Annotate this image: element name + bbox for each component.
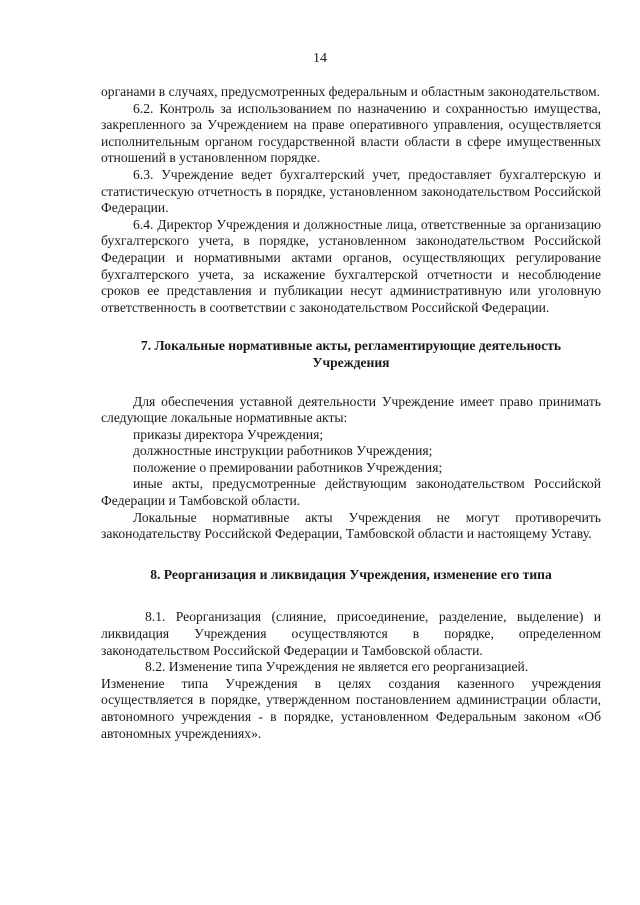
section-7-heading bbox=[101, 338, 601, 371]
paragraph-8-2: 8.2. Изменение типа Учреждения не является его реорганизацией. bbox=[145, 659, 529, 675]
paragraph-8-1: 8.1. Реорганизация (слияние, присоединение, разделение, выделение) и ликвидация Учреждения осуществляются в порядке, определенном законодательством Российской Федерации и Тамбовской области. bbox=[101, 609, 601, 658]
paragraph-6-3: 6.3. Учреждение ведет бухгалтерский учет, предоставляет бухгалтерскую и статистическую отчетность в порядке, установленном законодательством Российской Федерации. bbox=[101, 166, 601, 216]
list-item: приказы директора Учреждения; bbox=[133, 426, 324, 442]
paragraph-6-2: 6.2. Контроль за использованием по назначению и сохранностью имущества, закрепленного за Учреждением на праве оперативного управления, осуществляется исполнительным органом государственной власти области в сфере имущественных отношений в установленном порядке. bbox=[101, 100, 601, 166]
paragraph-6-4: 6.4. Директор Учреждения и должностные лица, ответственные за организацию бухгалтерского учета, в порядке, установленном законодательством Российской Федерации и нормативными актами органов, осуществляющих регулирование бухгалтерского учета, за искажение бухгалтерской отчетности и несоблюдение сроков ее представления и публикации несут административную или уголовную ответственность в соответствии с законодательством Российской Федерации. bbox=[101, 216, 601, 315]
list-item: должностные инструкции работников Учреждения; bbox=[133, 443, 433, 459]
section-7-conflict: Локальные нормативные акты Учреждения не могут противоречить законодательству Российской Федерации, Тамбовской области и настоящему Уставу. bbox=[101, 509, 601, 542]
list-item: положение о премировании работников Учреждения; bbox=[133, 459, 443, 475]
paragraph-8-2-continuation: Изменение типа Учреждения в целях создания казенного учреждения осуществляется в порядке, утвержденном постановлением администрации области, автономного учреждения - в порядке, установленном Федеральным законом «Об автономных учреждениях». bbox=[101, 675, 601, 741]
section-7-other-acts: иные акты, предусмотренные действующим законодательством Российской Федерации и Тамбовской области. bbox=[101, 476, 601, 509]
section-7-heading-line2: Учреждения bbox=[312, 354, 390, 370]
section-8-heading: 8. Реорганизация и ликвидация Учреждения, изменение его типа bbox=[150, 566, 552, 582]
section-7-heading-line1: 7. Локальные нормативные акты, регламентирующие деятельность bbox=[140, 338, 562, 354]
document-body bbox=[101, 84, 601, 742]
page-number: 14 bbox=[313, 51, 327, 66]
paragraph-continuation: органами в случаях, предусмотренных федеральным и областным законодательством. bbox=[101, 84, 601, 99]
section-7-intro: Для обеспечения уставной деятельности Учреждение имеет право принимать следующие локальные нормативные акты: bbox=[101, 393, 601, 426]
